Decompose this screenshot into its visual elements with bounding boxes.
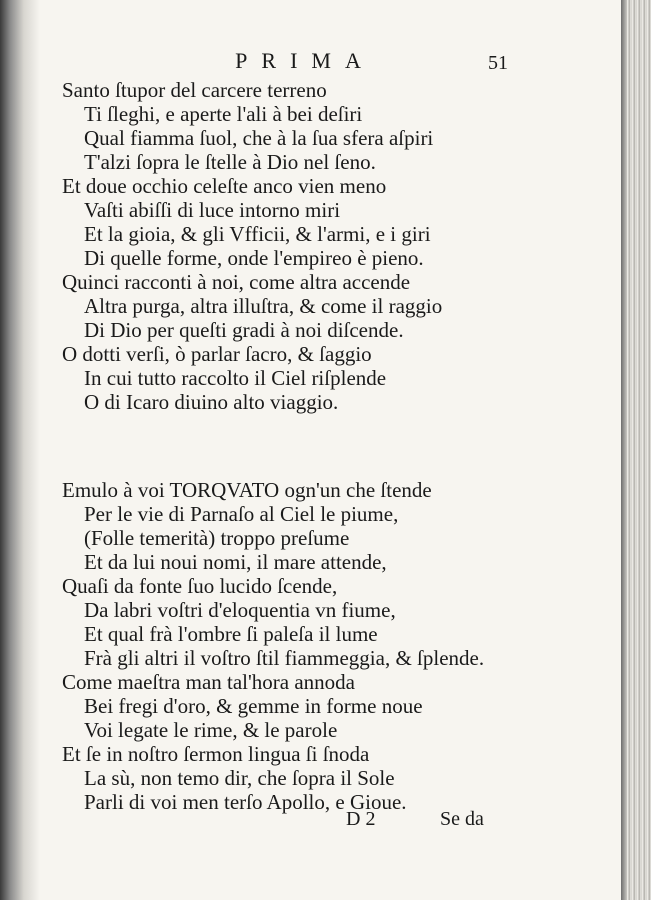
verse-line: Parli di voi men terſo Apollo, e Gioue. bbox=[84, 790, 407, 814]
verse-line: Quinci racconti à noi, come altra accende bbox=[62, 270, 411, 294]
catchword: Se da bbox=[440, 808, 484, 830]
verse-line: Come maeſtra man tal'hora annoda bbox=[62, 670, 356, 694]
page-edge bbox=[621, 0, 651, 900]
verse-line: Da labri voſtri d'eloquentia vn fiume, bbox=[84, 598, 396, 622]
verse-line: La sù, non temo dir, che ſopra il Sole bbox=[84, 766, 395, 790]
verse-line: (Folle temerità) troppo preſume bbox=[84, 526, 350, 550]
stanza-2 bbox=[62, 478, 582, 814]
verse-line: T'alzi ſopra le ſtelle à Dio nel ſeno. bbox=[84, 150, 376, 174]
verse-line: Di quelle forme, onde l'empireo è pieno. bbox=[84, 246, 424, 270]
stanza-1 bbox=[62, 78, 582, 414]
running-head: PRIMA bbox=[235, 48, 375, 73]
verse-line: In cui tutto raccolto il Ciel riſplende bbox=[84, 366, 387, 390]
verse-line: Bei fregi d'oro, & gemme in forme noue bbox=[84, 694, 423, 718]
verse-line: Et la gioia, & gli Vfficii, & l'armi, e i giri bbox=[84, 222, 431, 246]
verse-line: O di Icaro diuino alto viaggio. bbox=[84, 390, 339, 414]
verse-line: Et qual frà l'ombre ſi paleſa il lume bbox=[84, 622, 378, 646]
verse-line: Santo ſtupor del carcere terreno bbox=[62, 78, 327, 102]
verse-line: Qual fiamma ſuol, che à la ſua sfera aſpiri bbox=[84, 126, 434, 150]
verse-line: Quaſi da fonte ſuo lucido ſcende, bbox=[62, 574, 338, 598]
verse-line: Et da lui noui nomi, il mare attende, bbox=[84, 550, 387, 574]
verse-line: Vaſti abiſſi di luce intorno miri bbox=[84, 198, 341, 222]
verse-line: Voi legate le rime, & le parole bbox=[84, 718, 338, 742]
verse-line: Altra purga, altra illuſtra, & come il raggio bbox=[84, 294, 443, 318]
verse-line: Di Dio per queſti gradi à noi diſcende. bbox=[84, 318, 404, 342]
verse-line: O dotti verſi, ò parlar ſacro, & ſaggio bbox=[62, 342, 372, 366]
verse-line: Et doue occhio celeſte anco vien meno bbox=[62, 174, 387, 198]
verse-line: Et ſe in noſtro ſermon lingua ſi ſnoda bbox=[62, 742, 370, 766]
verse-line: Emulo à voi TORQVATO ogn'un che ſtende bbox=[62, 478, 432, 502]
verse-line: Ti ſleghi, e aperte l'ali à bei deſiri bbox=[84, 102, 363, 126]
page-gutter bbox=[0, 0, 40, 900]
verse-line: Per le vie di Parnaſo al Ciel le piume, bbox=[84, 502, 399, 526]
page-number: 51 bbox=[488, 52, 508, 74]
signature-mark: D 2 bbox=[346, 808, 376, 830]
verse-line: Frà gli altri il voſtro ſtil fiammeggia, & ſplende. bbox=[84, 646, 485, 670]
